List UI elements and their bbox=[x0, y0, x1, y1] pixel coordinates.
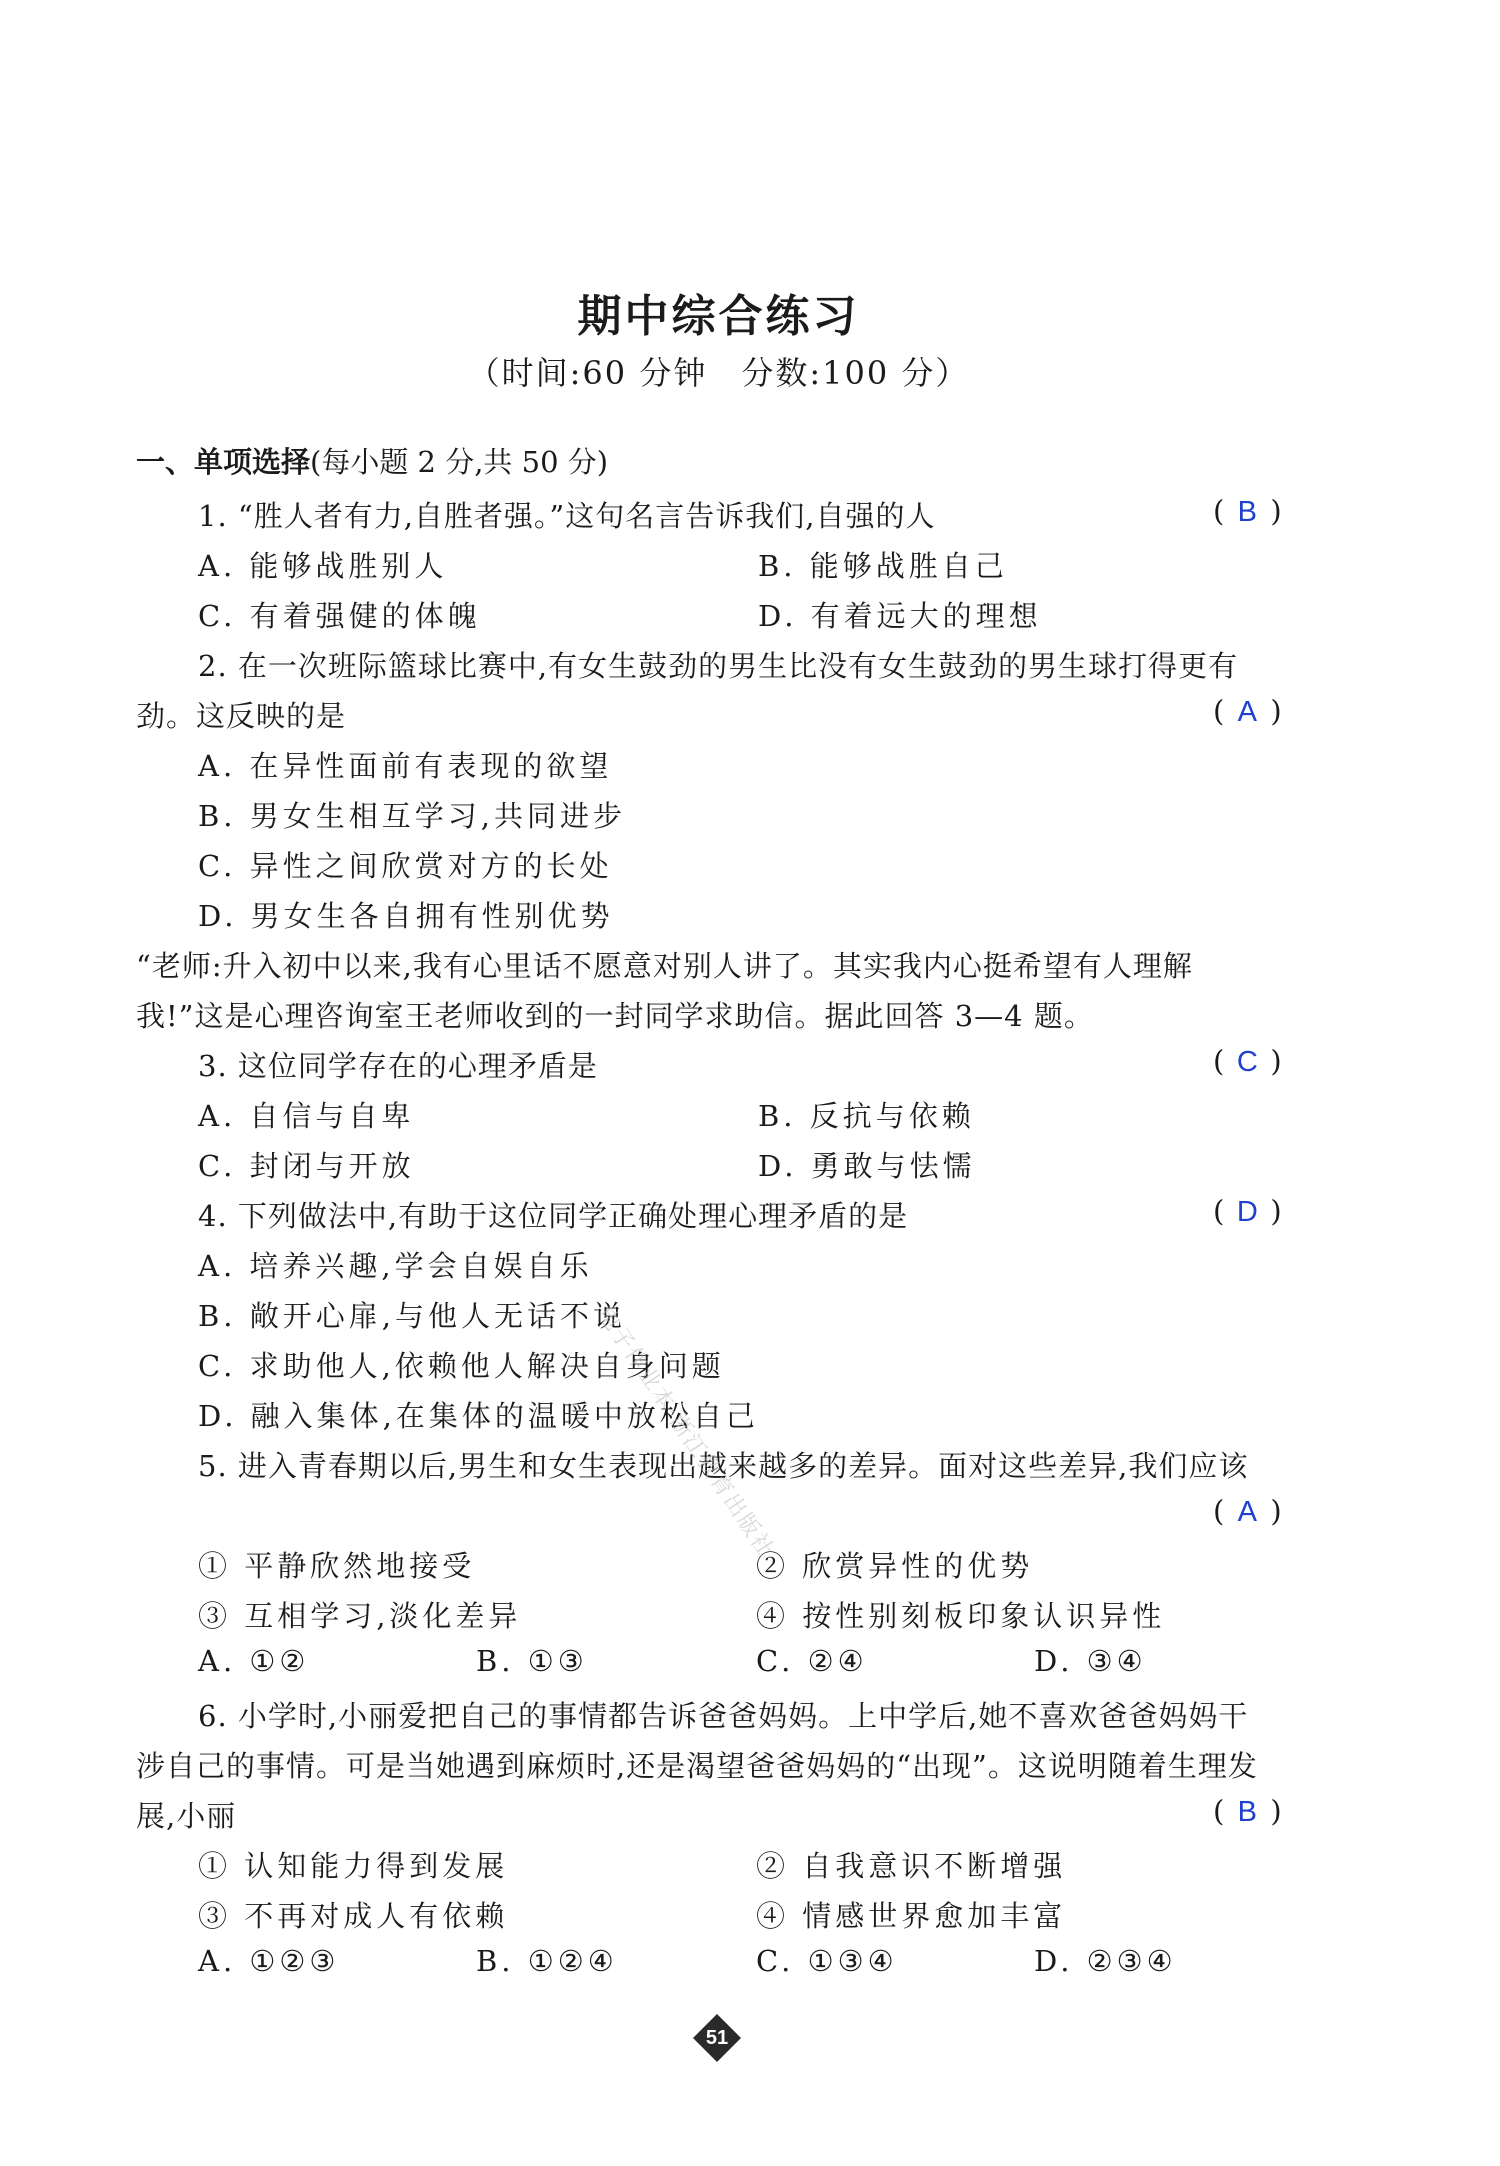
passage-line2: 我!”这是心理咨询室王老师收到的一封同学求助信。据此回答 3—4 题。 bbox=[136, 999, 1094, 1033]
q2-answer-letter: A bbox=[1237, 696, 1257, 728]
q3-text: 3. 这位同学存在的心理矛盾是 bbox=[198, 1049, 598, 1083]
q5-item-2: ② 欣赏异性的优势 bbox=[756, 1549, 1034, 1583]
q6-text-line1: 6. 小学时,小丽爱把自己的事情都告诉爸爸妈妈。上中学后,她不喜欢爸爸妈妈干 bbox=[198, 1699, 1249, 1733]
q6-option-a: A. ①②③ bbox=[198, 1944, 340, 1978]
page-title: 期中综合练习 bbox=[577, 291, 860, 342]
q4-answer: ( D ) bbox=[1213, 1194, 1282, 1228]
section-heading bbox=[136, 440, 608, 481]
q1-option-d: D. 有着远大的理想 bbox=[758, 599, 1042, 633]
q1-answer-letter: B bbox=[1237, 496, 1257, 528]
page-subtitle: （时间:60 分钟 分数:100 分） bbox=[467, 354, 970, 392]
q6-item-1: ① 认知能力得到发展 bbox=[198, 1849, 509, 1883]
q5-item-3: ③ 互相学习,淡化差异 bbox=[198, 1599, 522, 1633]
q6-text-line3: 展,小丽 bbox=[136, 1799, 237, 1833]
q3-answer-letter: C bbox=[1236, 1046, 1258, 1078]
q6-option-c: C. ①③④ bbox=[756, 1944, 898, 1978]
section-title: 一、单项选择 bbox=[136, 445, 311, 479]
q5-option-a: A. ①② bbox=[198, 1644, 310, 1678]
q5-answer-letter: A bbox=[1237, 1496, 1257, 1528]
q1-option-a: A. 能够战胜别人 bbox=[198, 549, 448, 583]
q2-option-a: A. 在异性面前有表现的欲望 bbox=[198, 749, 613, 783]
q1-text: 1. “胜人者有力,自胜者强。”这句名言告诉我们,自强的人 bbox=[198, 499, 936, 533]
q6-answer: ( B ) bbox=[1213, 1794, 1282, 1828]
q4-option-a: A. 培养兴趣,学会自娱自乐 bbox=[198, 1249, 593, 1283]
q2-answer: ( A ) bbox=[1213, 694, 1282, 728]
q3-option-b: B. 反抗与依赖 bbox=[758, 1099, 975, 1133]
q4-text: 4. 下列做法中,有助于这位同学正确处理心理矛盾的是 bbox=[198, 1199, 909, 1233]
q4-option-c: C. 求助他人,依赖他人解决自身问题 bbox=[198, 1349, 725, 1383]
q3-option-c: C. 封闭与开放 bbox=[198, 1149, 415, 1183]
q1-answer: ( B ) bbox=[1213, 494, 1282, 528]
q6-text-line2: 涉自己的事情。可是当她遇到麻烦时,还是渴望爸爸妈妈的“出现”。这说明随着生理发 bbox=[136, 1749, 1258, 1783]
q6-item-4: ④ 情感世界愈加丰富 bbox=[756, 1899, 1067, 1933]
q2-option-d: D. 男女生各自拥有性别优势 bbox=[198, 899, 614, 933]
watermark-stamp: 电子作业本·浙江教育出版社 bbox=[592, 1302, 779, 1563]
q5-option-d: D. ③④ bbox=[1034, 1644, 1147, 1678]
q5-option-c: C. ②④ bbox=[756, 1644, 868, 1678]
q1-option-c: C. 有着强健的体魄 bbox=[198, 599, 481, 633]
q5-text: 5. 进入青春期以后,男生和女生表现出越来越多的差异。面对这些差异,我们应该 bbox=[198, 1449, 1249, 1483]
page-number: 51 bbox=[705, 2027, 729, 2049]
q6-item-2: ② 自我意识不断增强 bbox=[756, 1849, 1067, 1883]
q6-item-3: ③ 不再对成人有依赖 bbox=[198, 1899, 509, 1933]
q2-option-b: B. 男女生相互学习,共同进步 bbox=[198, 799, 626, 833]
q5-option-b: B. ①③ bbox=[476, 1644, 588, 1678]
q2-text-line1: 2. 在一次班际篮球比赛中,有女生鼓劲的男生比没有女生鼓劲的男生球打得更有 bbox=[198, 649, 1239, 683]
q5-item-4: ④ 按性别刻板印象认识异性 bbox=[756, 1599, 1166, 1633]
q3-option-d: D. 勇敢与怯懦 bbox=[758, 1149, 976, 1183]
section-note: (每小题 2 分,共 50 分) bbox=[310, 445, 609, 479]
q4-option-d: D. 融入集体,在集体的温暖中放松自己 bbox=[198, 1399, 759, 1433]
q1-option-b: B. 能够战胜自己 bbox=[758, 549, 1008, 583]
q6-option-b: B. ①②④ bbox=[476, 1944, 618, 1978]
q6-answer-letter: B bbox=[1237, 1796, 1257, 1828]
q5-answer: ( A ) bbox=[1213, 1494, 1282, 1528]
passage-line1: “老师:升入初中以来,我有心里话不愿意对别人讲了。其实我内心挺希望有人理解 bbox=[136, 949, 1193, 983]
q6-option-d: D. ②③④ bbox=[1034, 1944, 1177, 1978]
q2-text-line2: 劲。这反映的是 bbox=[136, 699, 347, 733]
q4-answer-letter: D bbox=[1236, 1196, 1258, 1228]
q5-item-1: ① 平静欣然地接受 bbox=[198, 1549, 476, 1583]
q3-answer: ( C ) bbox=[1213, 1044, 1282, 1078]
q2-option-c: C. 异性之间欣赏对方的长处 bbox=[198, 849, 613, 883]
q4-option-b: B. 敞开心扉,与他人无话不说 bbox=[198, 1299, 626, 1333]
q3-option-a: A. 自信与自卑 bbox=[198, 1099, 415, 1133]
